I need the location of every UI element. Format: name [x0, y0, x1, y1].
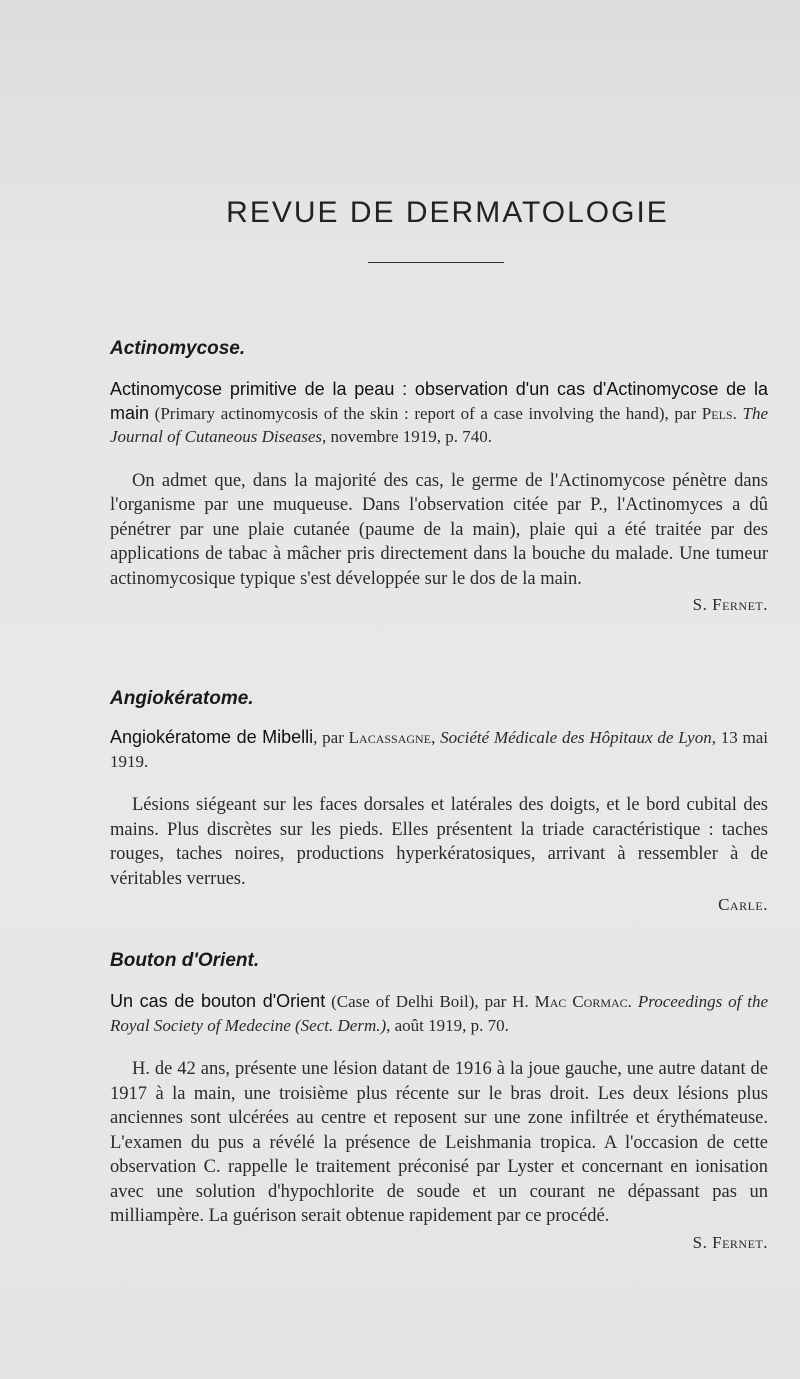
section-heading: Bouton d'Orient.: [110, 950, 260, 971]
reference-title: Actinomycose primitive de la peau : observation d'un cas d'Actinomycose de la main: [110, 379, 768, 423]
reference-separator: .: [732, 403, 743, 423]
section-bouton-orient: [110, 950, 768, 1253]
page-title: REVUE DE DERMATOLOGIE: [226, 196, 669, 229]
reference-title: Un cas de bouton d'Orient: [110, 991, 326, 1011]
reference-tail: , novembre 1919, p. 740.: [322, 427, 493, 446]
reference-journal: Société Médicale des Hôpitaux de Lyon: [440, 728, 712, 747]
section-heading: Actinomycose.: [110, 338, 246, 359]
signature: S. Fernet.: [692, 1232, 768, 1252]
reference-english: (Primary actinomycosis of the skin : report of a case involving the hand), par: [149, 403, 702, 423]
signature: S. Fernet.: [692, 595, 768, 614]
reference: [110, 726, 768, 773]
reference-separator: .: [627, 992, 638, 1011]
reference-tail: , 13 mai 1919.: [110, 728, 769, 771]
title-divider: [368, 262, 504, 263]
reference-author: Mac Cormac: [534, 992, 628, 1011]
reference: [110, 378, 768, 449]
reference-english: (Case of Delhi Boil), par H.: [325, 992, 535, 1011]
reference: [110, 990, 768, 1037]
reference-journal: The Journal of Cutaneous Diseases: [110, 403, 768, 446]
section-heading: Angiokératome.: [110, 688, 254, 709]
section-body: H. de 42 ans, présente une lésion datant de 1916 à la joue gauche, une autre datant de 1917 à la main, une troisième plus récente sur le bras droit. Les deux lésions plus anciennes sont ulcérées au centre et reposent sur une zone infiltrée et érythémateuse. L'examen du pus a révélé la présence de Leishmania tropica. A l'occasion de cette observation C. rappelle le traitement préconisé par Lyster et concernant en ionisation avec une solution d'hypochlorite de soude et un courant ne dépassant pas un milliampère. La guérison serait obtenue rapidement par ce procédé.: [110, 1059, 768, 1226]
reference-english: , par: [313, 728, 349, 747]
section-body: On admet que, dans la majorité des cas, le germe de l'Actinomycose pénètre dans l'organisme par une muqueuse. Dans l'observation citée par P., l'Actinomyces a dû pénétrer par une plaie cutanée (paume de la main), plaie qui a été traitée par des applications de tabac à mâcher pris directement dans la bouche du malade. Une tumeur actinomycosique typique s'est développée sur le dos de la main.: [110, 470, 768, 589]
section-angiokeratome: [110, 688, 768, 915]
reference-author: Lacassagne: [348, 728, 432, 747]
reference-title: Angiokératome de Mibelli: [110, 727, 314, 747]
section-actinomycose: [110, 338, 768, 615]
section-body: Lésions siégeant sur les faces dorsales et latérales des doigts, et le bord cubital des mains. Plus discrètes sur les pieds. Elles présentent la triade caractéristique : taches rouges, taches noires, productions hyperkératosiques, arrivant à ressembler à de véritables verrues.: [110, 795, 768, 889]
reference-separator: ,: [431, 728, 441, 747]
reference-journal: Proceedings of the Royal Society of Medecine (Sect. Derm.): [110, 992, 768, 1035]
reference-tail: , août 1919, p. 70.: [386, 1015, 509, 1035]
reference-author: Pels: [701, 403, 733, 423]
signature: Carle.: [718, 895, 768, 914]
